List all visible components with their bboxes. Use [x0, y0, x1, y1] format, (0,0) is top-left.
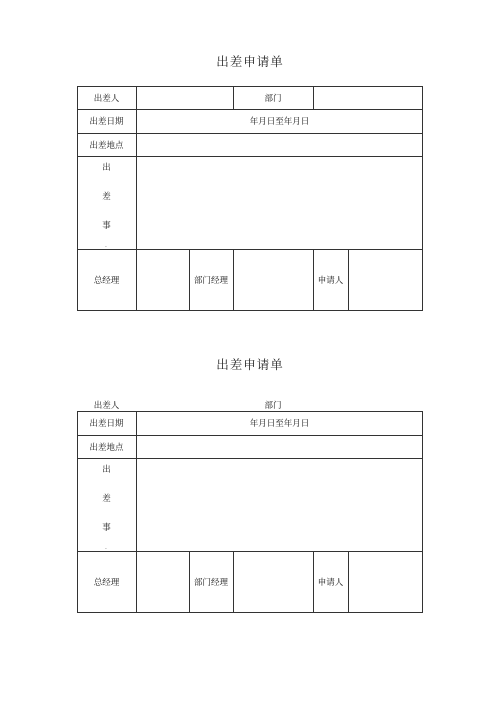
form-1-applicant-signature[interactable] [349, 250, 422, 310]
form-2-traveler-field[interactable] [137, 398, 233, 410]
form-2-department-label: 部门 [264, 400, 282, 411]
form-1-department-field[interactable] [314, 87, 422, 109]
form-1-title: 出差申请单 [216, 54, 284, 69]
form-1-gm-label: 总经理 [93, 276, 120, 286]
form-2-gm-signature[interactable] [137, 552, 189, 612]
form-1-location-field[interactable] [137, 134, 422, 156]
form-1-table [77, 86, 423, 311]
form-2-location-label: 出差地点 [89, 442, 124, 453]
form-1-date-label: 出差日期 [89, 117, 124, 127]
form-2-reason-char-3: 事 [102, 523, 111, 533]
form-1-gm-signature[interactable] [137, 250, 189, 310]
form-1-dept-manager-label: 部门经理 [193, 276, 228, 286]
form-1-reason-field[interactable] [137, 157, 422, 249]
form-2-reason-dot: · [105, 546, 107, 553]
form-2-date-field[interactable]: 年月日至年月日 [249, 419, 310, 429]
form-1-traveler-label: 出差人 [93, 94, 120, 104]
form-2-reason-char-2: 差 [102, 494, 111, 504]
form-2-applicant-signature[interactable] [349, 552, 422, 612]
form-2-gm-label: 总经理 [93, 578, 120, 588]
form-1-date-field[interactable]: 年月日至年月日 [249, 117, 310, 127]
form-1-location-label: 出差地点 [89, 140, 124, 151]
form-1-reason-dot: · [105, 244, 107, 251]
form-2-date-label: 出差日期 [89, 419, 124, 429]
form-2-title: 出差申请单 [216, 357, 284, 372]
form-2-department-field[interactable] [314, 398, 422, 410]
form-2-location-field[interactable] [137, 436, 422, 458]
form-2-table [77, 398, 423, 614]
form-1-traveler-field[interactable] [137, 87, 233, 109]
form-2-traveler-label: 出差人 [93, 400, 120, 411]
form-2-reason-field[interactable] [137, 459, 422, 551]
form-2-reason-char-1: 出 [102, 465, 111, 475]
form-2-dept-manager-signature[interactable] [234, 552, 313, 612]
form-1-applicant-label: 申请人 [317, 276, 344, 286]
form-1-dept-manager-signature[interactable] [234, 250, 313, 310]
form-2-dept-manager-label: 部门经理 [193, 578, 228, 588]
form-2-applicant-label: 申请人 [317, 578, 344, 588]
form-1-department-label: 部门 [264, 94, 282, 104]
form-1-reason-char-3: 事 [102, 221, 111, 231]
form-1-reason-char-1: 出 [102, 163, 111, 173]
form-1-reason-char-2: 差 [102, 192, 111, 202]
